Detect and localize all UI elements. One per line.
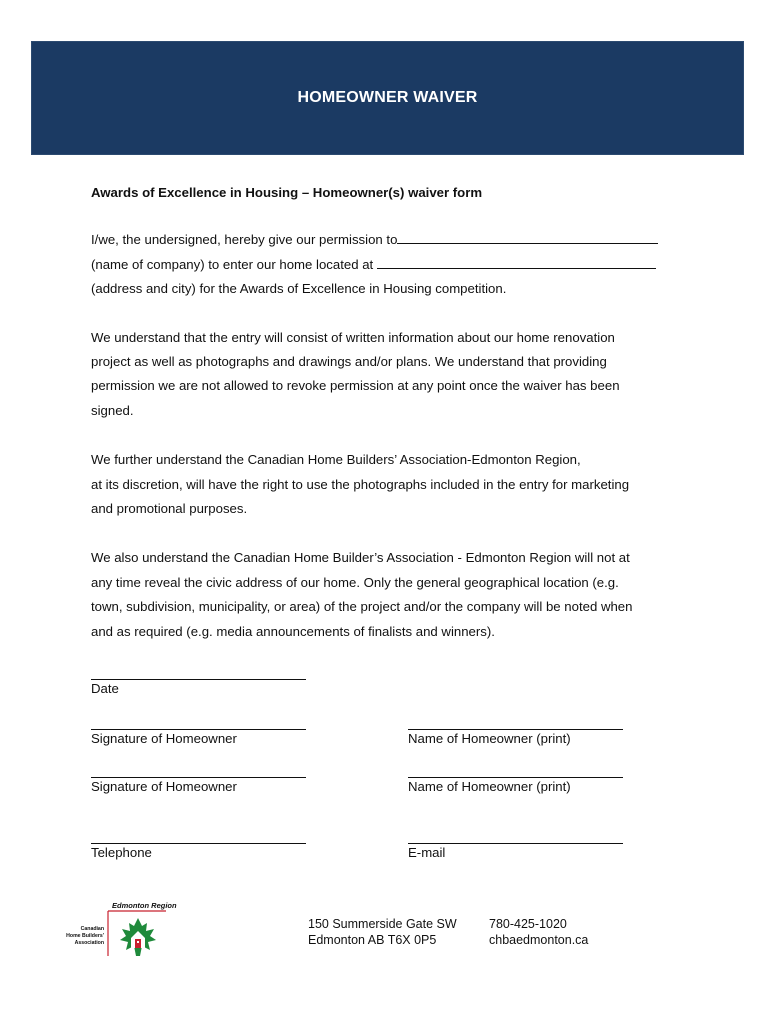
telephone-line[interactable]	[91, 843, 306, 844]
header-banner	[31, 41, 744, 155]
permission-text-1: I/we, the undersigned, hereby give our permission to	[91, 232, 398, 247]
date-line[interactable]	[91, 679, 306, 680]
footer-website[interactable]: chbaedmonton.ca	[489, 933, 589, 947]
para4-line-4: and as required (e.g. media announcements of finalists and winners).	[91, 624, 495, 639]
name-line-2[interactable]	[408, 777, 623, 778]
para3-line-2: at its discretion, will have the right to use the photographs included in the entry for marketing	[91, 477, 630, 492]
para4-line-2: any time reveal the civic address of our home. Only the general geographical location (e.g.	[91, 575, 619, 590]
signature-label-2: Signature of Homeowner	[91, 779, 237, 794]
footer-address-line-2: Edmonton AB T6X 0P5	[308, 933, 437, 947]
home-address-blank[interactable]	[377, 254, 656, 269]
email-line[interactable]	[408, 843, 623, 844]
chba-logo-icon	[60, 900, 177, 960]
name-label-1: Name of Homeowner (print)	[408, 731, 571, 746]
para3-line-3: and promotional purposes.	[91, 501, 248, 516]
email-label: E-mail	[408, 845, 446, 860]
footer-phone: 780-425-1020	[489, 917, 567, 931]
page-title: HOMEOWNER WAIVER	[297, 89, 478, 106]
logo-org-line-1: Canadian	[80, 926, 104, 932]
logo-org-line-3: Association	[74, 940, 104, 946]
permission-line-2	[91, 253, 656, 278]
name-line-1[interactable]	[408, 729, 623, 730]
signature-line-2[interactable]	[91, 777, 306, 778]
company-name-blank[interactable]	[397, 229, 658, 244]
permission-line-3: (address and city) for the Awards of Excellence in Housing competition.	[91, 281, 507, 296]
para4-line-3: town, subdivision, municipality, or area) of the project and/or the company will be noted when	[91, 599, 633, 614]
para2-line-3: permission we are not allowed to revoke permission at any point once the waiver has been	[91, 378, 620, 393]
para4-line-1: We also understand the Canadian Home Builder’s Association - Edmonton Region will not at	[91, 550, 630, 565]
permission-line-1	[91, 228, 658, 253]
para2-line-4: signed.	[91, 403, 134, 418]
para3-line-1: We further understand the Canadian Home Builders’ Association-Edmonton Region,	[91, 452, 581, 467]
name-label-2: Name of Homeowner (print)	[408, 779, 571, 794]
telephone-label: Telephone	[91, 845, 152, 860]
form-subtitle: Awards of Excellence in Housing – Homeowner(s) waiver form	[91, 185, 483, 200]
para2-line-1: We understand that the entry will consist of written information about our home renovation	[91, 330, 615, 345]
para2-line-2: project as well as photographs and drawings and/or plans. We understand that providing	[91, 354, 607, 369]
chba-edmonton-logo	[60, 900, 177, 960]
logo-region-text: Edmonton Region	[112, 901, 177, 910]
permission-text-2: (name of company) to enter our home located at	[91, 257, 374, 272]
signature-label-1: Signature of Homeowner	[91, 731, 237, 746]
signature-line-1[interactable]	[91, 729, 306, 730]
footer-address-line-1: 150 Summerside Gate SW	[308, 917, 457, 931]
logo-org-line-2: Home Builders'	[66, 933, 104, 939]
date-label: Date	[91, 681, 119, 696]
